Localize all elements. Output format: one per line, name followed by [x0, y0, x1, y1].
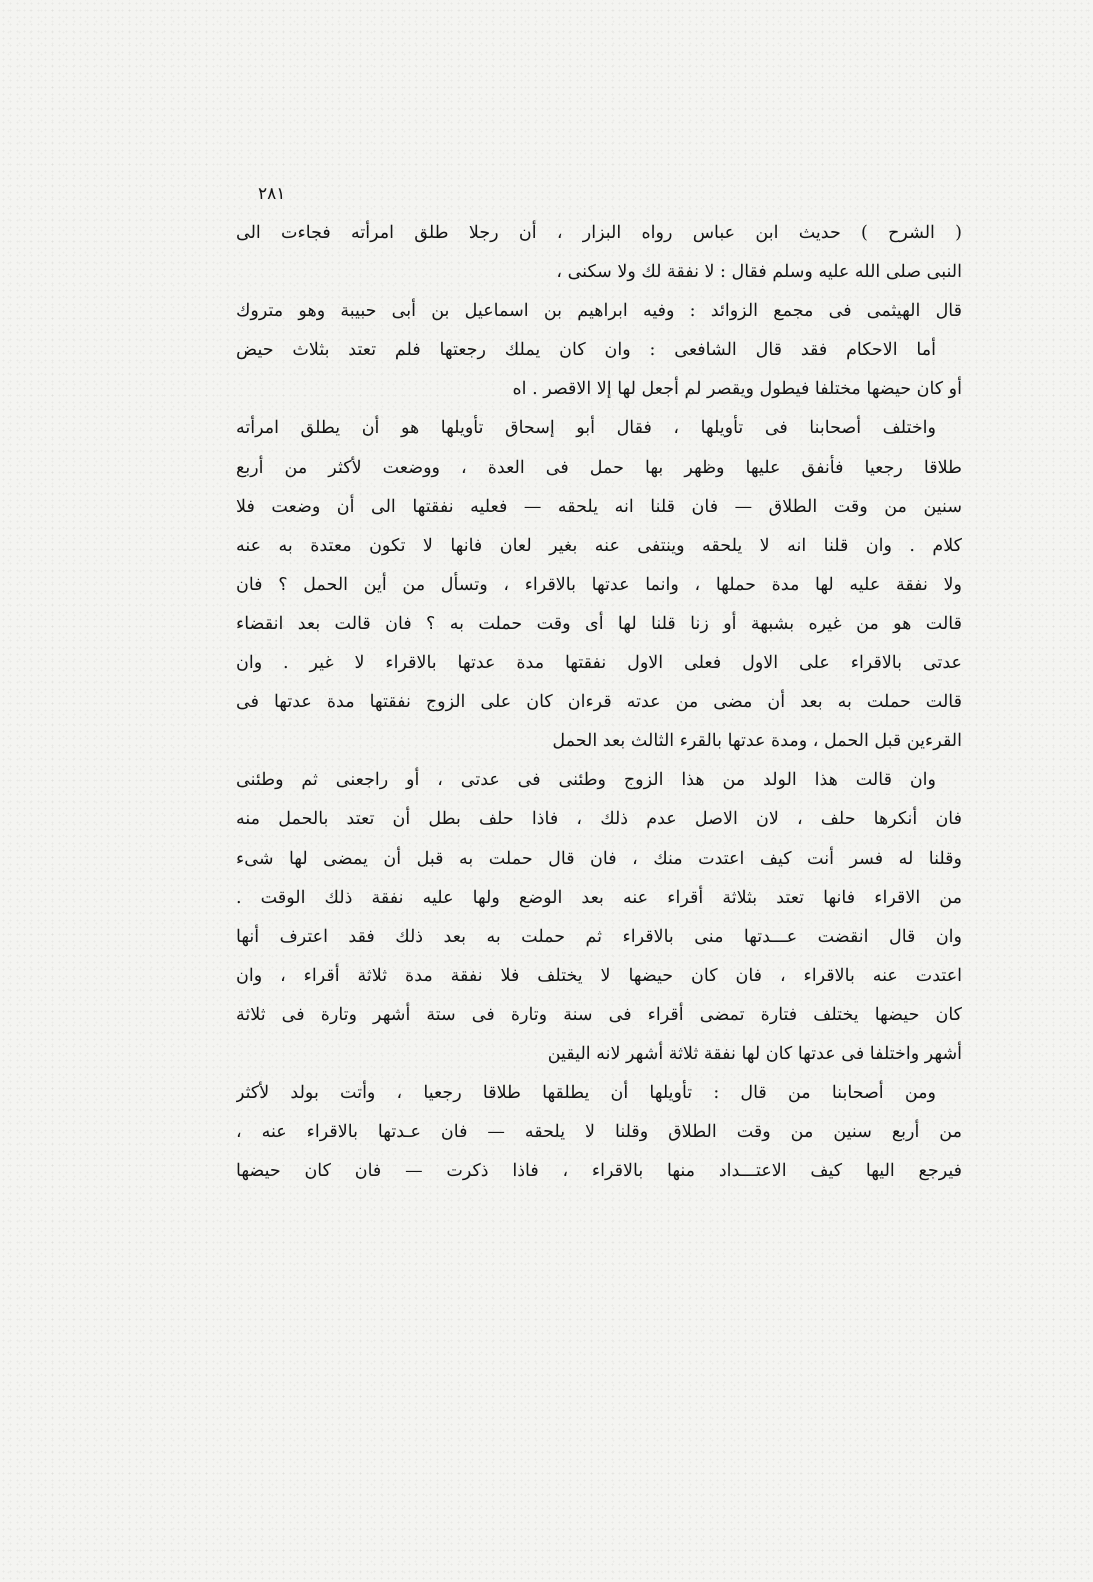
body-text [236, 214, 962, 1191]
text-line: ومن أصحابنا من قال : تأويلها أن يطلقها طلاقا رجعيا ، وأتت بولد لأكثر [236, 1083, 936, 1104]
text-line: كلام . وان قلنا انه لا يلحقه وينتفى عنه بغير لعان فانها لا تكون معتدة به عنه [236, 535, 962, 556]
text-line: ( الشرح ) حديث ابن عباس رواه البزار ، أن رجلا طلق امرأته فجاءت الى [236, 223, 962, 243]
text-line: كان حيضها يختلف فتارة تمضى أقراء فى سنة وتارة فى ستة أشهر وتارة فى ثلاثة [236, 1004, 962, 1025]
text-line: فيرجع اليها كيف الاعتـــداد منها بالاقراء ، فاذا ذكرت — فان كان حيضها [236, 1161, 962, 1182]
text-line: أشهر واختلفا فى عدتها كان لها نفقة ثلاثة أشهر لانه اليقين [547, 1043, 962, 1064]
text-line: وان قالت هذا الولد من هذا الزوج وطئنى فى عدتى ، أو راجعنى ثم وطئنى [236, 770, 936, 791]
text-line: اعتدت عنه بالاقراء ، فان كان حيضها لا يختلف فلا نفقة مدة ثلاثة أقراء ، وان [236, 965, 962, 986]
text-line: أما الاحكام فقد قال الشافعى : وان كان يملك رجعتها فلم تعتد بثلاث حيض [236, 340, 936, 361]
text-line: قالت هو من غيره بشبهة أو زنا قلنا لها أى وقت حملت به ؟ فان قالت بعد انقضاء [236, 613, 962, 634]
text-line: سنين من وقت الطلاق — فان قلنا انه يلحقه — فعليه نفقتها الى أن وضعت فلا [236, 496, 962, 517]
text-line: وان قال انقضت عـــدتها منى بالاقراء ثم حملت به بعد ذلك فقد اعترف أنها [236, 926, 962, 947]
text-line: من أربع سنين من وقت الطلاق وقلنا لا يلحقه — فان عـدتها بالاقراء عنه ، [236, 1122, 962, 1143]
text-line: وقلنا له فسر أنت كيف اعتدت منك ، فان قال حملت به قبل أن يمضى لها شىء [236, 848, 962, 869]
text-line: قال الهيثمى فى مجمع الزوائد : وفيه ابراهيم بن اسماعيل بن أبى حبيبة وهو متروك [236, 301, 962, 322]
text-line: من الاقراء فانها تعتد بثلاثة أقراء عنه بعد الوضع ولها عليه نفقة ذلك الوقت . [236, 887, 962, 908]
page-number: ٢٨١ [258, 184, 286, 204]
text-line: القرءين قبل الحمل ، ومدة عدتها بالقرء الثالث بعد الحمل [552, 731, 962, 752]
text-line: فان أنكرها حلف ، لان الاصل عدم ذلك ، فاذا حلف بطل أن تعتد بالحمل منه [236, 809, 962, 830]
text-line: قالت حملت به بعد أن مضى من عدته قرءان كان على الزوج نفقتها مدة عدتها فى [236, 692, 962, 713]
text-line: واختلف أصحابنا فى تأويلها ، فقال أبو إسحاق تأويلها هو أن يطلق امرأته [236, 418, 936, 439]
text-line: النبى صلى الله عليه وسلم فقال : لا نفقة لك ولا سكنى ، [556, 262, 962, 283]
text-line: طلاقا رجعيا فأنفق عليها وظهر بها حمل فى العدة ، ووضعت لأكثر من أربع [236, 457, 962, 478]
text-line: أو كان حيضها مختلفا فيطول ويقصر لم أجعل لها إلا الاقصر . اه [512, 379, 962, 400]
text-line: عدتى بالاقراء على الاول فعلى الاول نفقتها مدة عدتها بالاقراء لا غير . وان [236, 653, 962, 674]
text-line: ولا نفقة عليه لها مدة حملها ، وانما عدتها بالاقراء ، وتسأل من أين الحمل ؟ فان [236, 574, 962, 595]
